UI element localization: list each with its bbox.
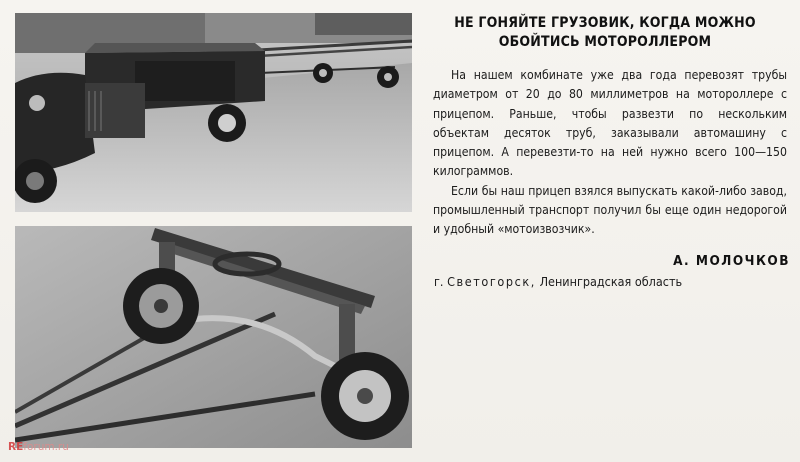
engine-cover bbox=[85, 83, 145, 138]
article-body bbox=[433, 66, 787, 240]
location-region: Ленинградская область bbox=[539, 274, 683, 289]
front-wheel-hub bbox=[26, 172, 44, 190]
trailer-hub-left bbox=[319, 69, 327, 77]
rear-wheel-hub bbox=[218, 114, 236, 132]
site-watermark bbox=[8, 441, 69, 453]
location-prefix: г. bbox=[434, 274, 444, 289]
headlight bbox=[29, 95, 45, 111]
headline-line-2: ОБОЙТИСЬ МОТОРОЛЛЕРОМ bbox=[498, 34, 712, 50]
cargo-bed-side bbox=[135, 61, 235, 101]
paragraph-2: Если бы наш прицеп взялся выпускать какой-либо завод, промышленный транспорт получил бы еще один недорогой и удобный «мотоизвозчик». bbox=[433, 183, 787, 237]
right-wheel-hub bbox=[357, 388, 373, 404]
headline-line-1: НЕ ГОНЯЙТЕ ГРУЗОВИК, КОГДА МОЖНО bbox=[454, 15, 756, 31]
right-spring bbox=[339, 304, 355, 362]
watermark-rest: forum.ru bbox=[23, 441, 69, 453]
watermark-brand: RE bbox=[8, 441, 24, 453]
paragraph-1: На нашем комбинате уже два года перевозят трубы диаметром от 20 до 80 миллиметров на мотороллере с прицепом. Раньше, чтобы развезти по нескольким объектам десяток труб, заказывали автомашину с прицепом. А перевезти-то на ней нужно всего 100—150 килограммов. bbox=[433, 68, 787, 179]
photo-trailer-chassis bbox=[15, 226, 412, 448]
photo-scooter-with-trailer bbox=[15, 13, 412, 212]
location-city: Светогорск, bbox=[447, 274, 536, 289]
left-wheel-hub bbox=[154, 299, 168, 313]
scooter-body bbox=[15, 73, 95, 173]
article-headline bbox=[430, 14, 780, 52]
author-signature: А. МОЛОЧКОВ bbox=[673, 253, 790, 269]
trailer-chassis-illustration bbox=[15, 226, 412, 448]
scooter-trailer-illustration bbox=[15, 13, 412, 212]
author-location bbox=[434, 274, 784, 289]
background-structure bbox=[315, 13, 412, 35]
trailer-hub-right bbox=[384, 73, 392, 81]
